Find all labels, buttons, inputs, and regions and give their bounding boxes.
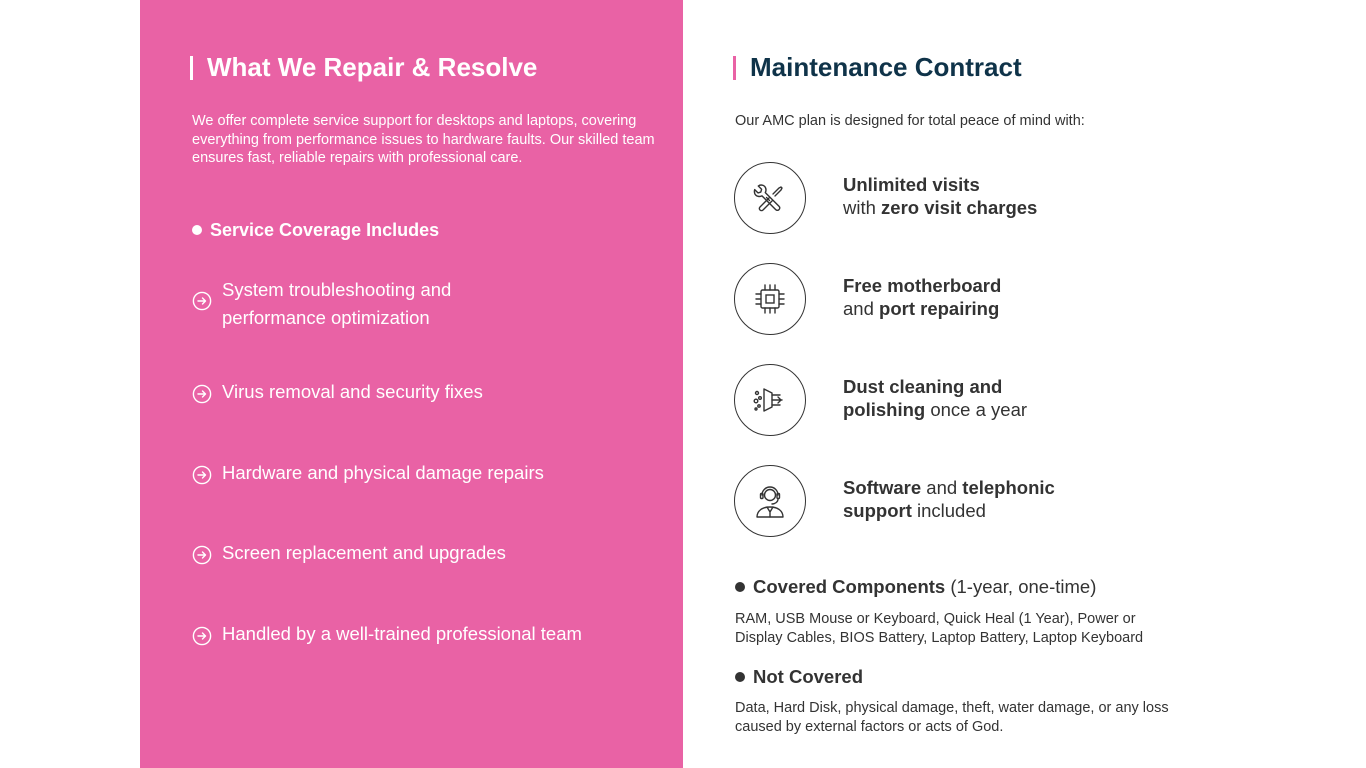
title-accent-bar bbox=[733, 56, 736, 80]
feature-text bbox=[843, 275, 1103, 320]
feature-text-bold: Free motherboard bbox=[843, 275, 1002, 296]
arrow-right-circle-icon bbox=[192, 465, 212, 485]
bullet-dot bbox=[735, 672, 745, 682]
list-item-label: Virus removal and security fixes bbox=[222, 381, 483, 402]
arrow-right-circle-icon bbox=[192, 545, 212, 565]
list-item-label: Hardware and physical damage repairs bbox=[222, 462, 544, 483]
not-covered-heading-label: Not Covered bbox=[753, 666, 863, 687]
feature-text-bold: telephonic bbox=[962, 477, 1055, 498]
feature-text-bold: polishing bbox=[843, 398, 926, 420]
feature-text-regular: and bbox=[843, 297, 880, 319]
covered-heading-note: (1-year, one-time) bbox=[945, 576, 1097, 597]
covered-heading bbox=[735, 576, 1096, 598]
covered-heading-label: Covered Components bbox=[753, 576, 946, 597]
feature-text-regular: once a year bbox=[925, 398, 1028, 420]
arrow-right-circle-icon bbox=[192, 291, 212, 311]
repair-intro: We offer complete service support for desktops and laptops, covering everything from performance issues to hardware faults. Our skilled team ensures fast, reliable repairs with professional care. bbox=[192, 113, 655, 166]
tools-icon bbox=[752, 180, 788, 216]
chip-icon bbox=[752, 281, 788, 317]
covered-list: RAM, USB Mouse or Keyboard, Quick Heal (1 Year), Power or Display Cables, BIOS Battery, Laptop Battery, Laptop Keyboard bbox=[735, 611, 1144, 646]
feature-text-regular: included bbox=[911, 499, 986, 521]
feature-text-bold: zero visit charges bbox=[881, 196, 1038, 218]
feature-text-regular: with bbox=[843, 196, 882, 218]
list-item-label: Screen replacement and upgrades bbox=[222, 542, 506, 563]
feature-icon-circle bbox=[734, 162, 806, 234]
maintenance-intro: Our AMC plan is designed for total peace of mind with: bbox=[735, 113, 1085, 129]
feature-text-regular: and bbox=[921, 477, 963, 498]
feature-text bbox=[843, 174, 1103, 219]
feature-text-bold: Software bbox=[843, 477, 922, 498]
bullet-dot bbox=[192, 225, 202, 235]
feature-text bbox=[843, 477, 1103, 522]
feature-text bbox=[843, 376, 1103, 421]
not-covered-heading bbox=[735, 666, 863, 688]
bullet-dot bbox=[735, 582, 745, 592]
coverage-heading bbox=[192, 219, 439, 241]
feature-text-bold: Unlimited visits bbox=[843, 174, 980, 195]
feature-text-bold: Dust cleaning and bbox=[843, 376, 1003, 397]
feature-icon-circle bbox=[734, 465, 806, 537]
dust-cleaning-icon bbox=[750, 380, 790, 420]
list-item-label: System troubleshooting and performance optimization bbox=[222, 279, 452, 328]
repair-section-title: What We Repair & Resolve bbox=[207, 52, 538, 82]
not-covered-list: Data, Hard Disk, physical damage, theft, water damage, or any loss caused by external factors or acts of God. bbox=[735, 700, 1169, 735]
arrow-right-circle-icon bbox=[192, 626, 212, 646]
feature-text-bold: port repairing bbox=[879, 297, 1000, 319]
feature-icon-circle bbox=[734, 364, 806, 436]
maintenance-section-title: Maintenance Contract bbox=[750, 52, 1022, 82]
arrow-right-circle-icon bbox=[192, 384, 212, 404]
feature-text-bold: support bbox=[843, 499, 912, 521]
coverage-heading-label: Service Coverage Includes bbox=[210, 220, 440, 240]
feature-icon-circle bbox=[734, 263, 806, 335]
list-item-label: Handled by a well-trained professional team bbox=[222, 623, 582, 644]
support-agent-icon bbox=[751, 482, 789, 520]
title-accent-bar bbox=[190, 56, 193, 80]
